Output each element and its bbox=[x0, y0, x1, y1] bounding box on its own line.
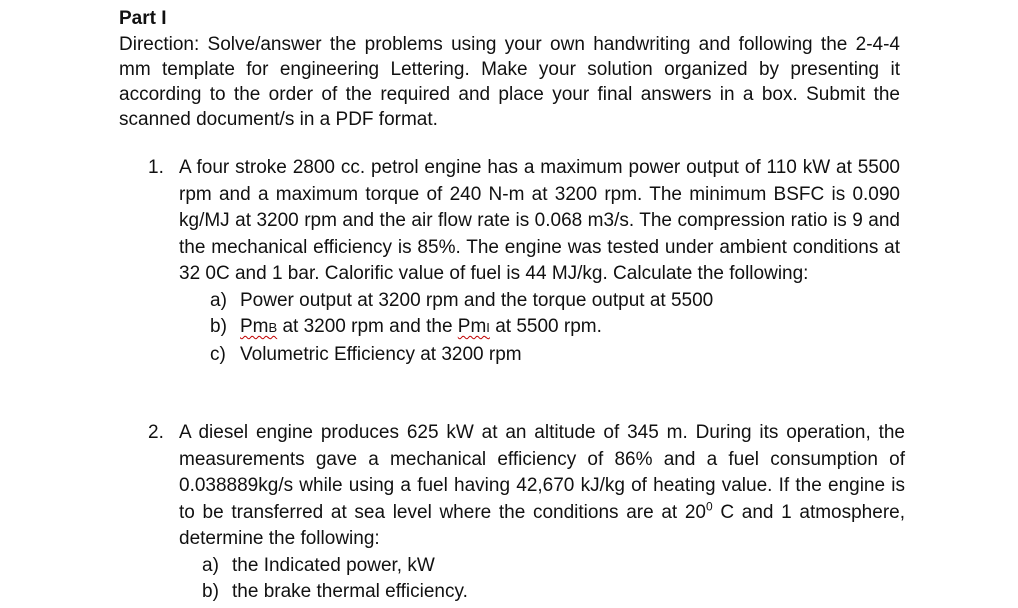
sub-question-c bbox=[210, 342, 900, 369]
sub-question-b bbox=[210, 314, 900, 342]
direction-paragraph: Direction: Solve/answer the problems using your own handwriting and following the 2-4-4 mm template for engineering Lettering. Make your solution organized by presenting it according to the order of the required and place your final answers in a box. Submit the scanned document/s in a PDF format. bbox=[119, 34, 900, 130]
sub-question-list bbox=[210, 288, 900, 369]
degree-superscript: 0 bbox=[706, 499, 713, 514]
sub-text: the Indicated power, kW bbox=[232, 554, 435, 576]
pmb-term: PmB bbox=[240, 316, 278, 337]
problem-number: 1. bbox=[148, 157, 164, 178]
sub-text-tail: at 5500 rpm. bbox=[489, 316, 602, 337]
problem-text: A four stroke 2800 cc. petrol engine has a maximum power output of 110 kW at 5500 rpm and a maximum torque of 240 N-m at 3200 rpm. The minimum BSFC is 0.090 kg/MJ at 3200 rpm and the air flow rate is 0.068 m3/s. The compression ratio is 9 and the mechanical efficiency is 85%. The engine was tested under ambient conditions at 32 0C and 1 bar. Calorific value of fuel is 44 MJ/kg. Calculate the following: bbox=[179, 157, 900, 284]
sub-letter: b) bbox=[202, 581, 219, 602]
sub-letter: a) bbox=[202, 554, 219, 576]
sub-text: the brake thermal efficiency. bbox=[232, 581, 468, 602]
sub-letter: c) bbox=[210, 343, 226, 365]
sub-question-list bbox=[202, 553, 900, 606]
sub-letter: a) bbox=[210, 289, 227, 311]
problem-text: A diesel engine produces 625 kW at an altitude of 345 m. During its operation, the measurements gave a mechanical efficiency of 86% and a fuel consumption of 0.038889kg/s while using a fuel having 42,670 kJ/kg of heating value. If the engine is to be transferred at sea level where the conditions are at $20^0$ C and 1 atmosphere, determine the following: bbox=[179, 422, 905, 549]
sub-text: Volumetric Efficiency at 3200 rpm bbox=[240, 343, 522, 365]
pmi-term: PmI bbox=[457, 316, 490, 337]
problem-2 bbox=[148, 420, 905, 606]
sub-question-a bbox=[210, 288, 900, 315]
problem-number: 2. bbox=[148, 422, 164, 443]
problem-1 bbox=[148, 155, 900, 368]
sub-text-middle: at 3200 rpm and the bbox=[277, 316, 458, 337]
sub-question-b bbox=[202, 579, 900, 606]
sub-question-a bbox=[202, 553, 900, 580]
sub-letter: b) bbox=[210, 316, 227, 337]
sub-text: Power output at 3200 rpm and the torque output at 5500 bbox=[240, 289, 714, 311]
part-title: Part I bbox=[119, 8, 167, 29]
